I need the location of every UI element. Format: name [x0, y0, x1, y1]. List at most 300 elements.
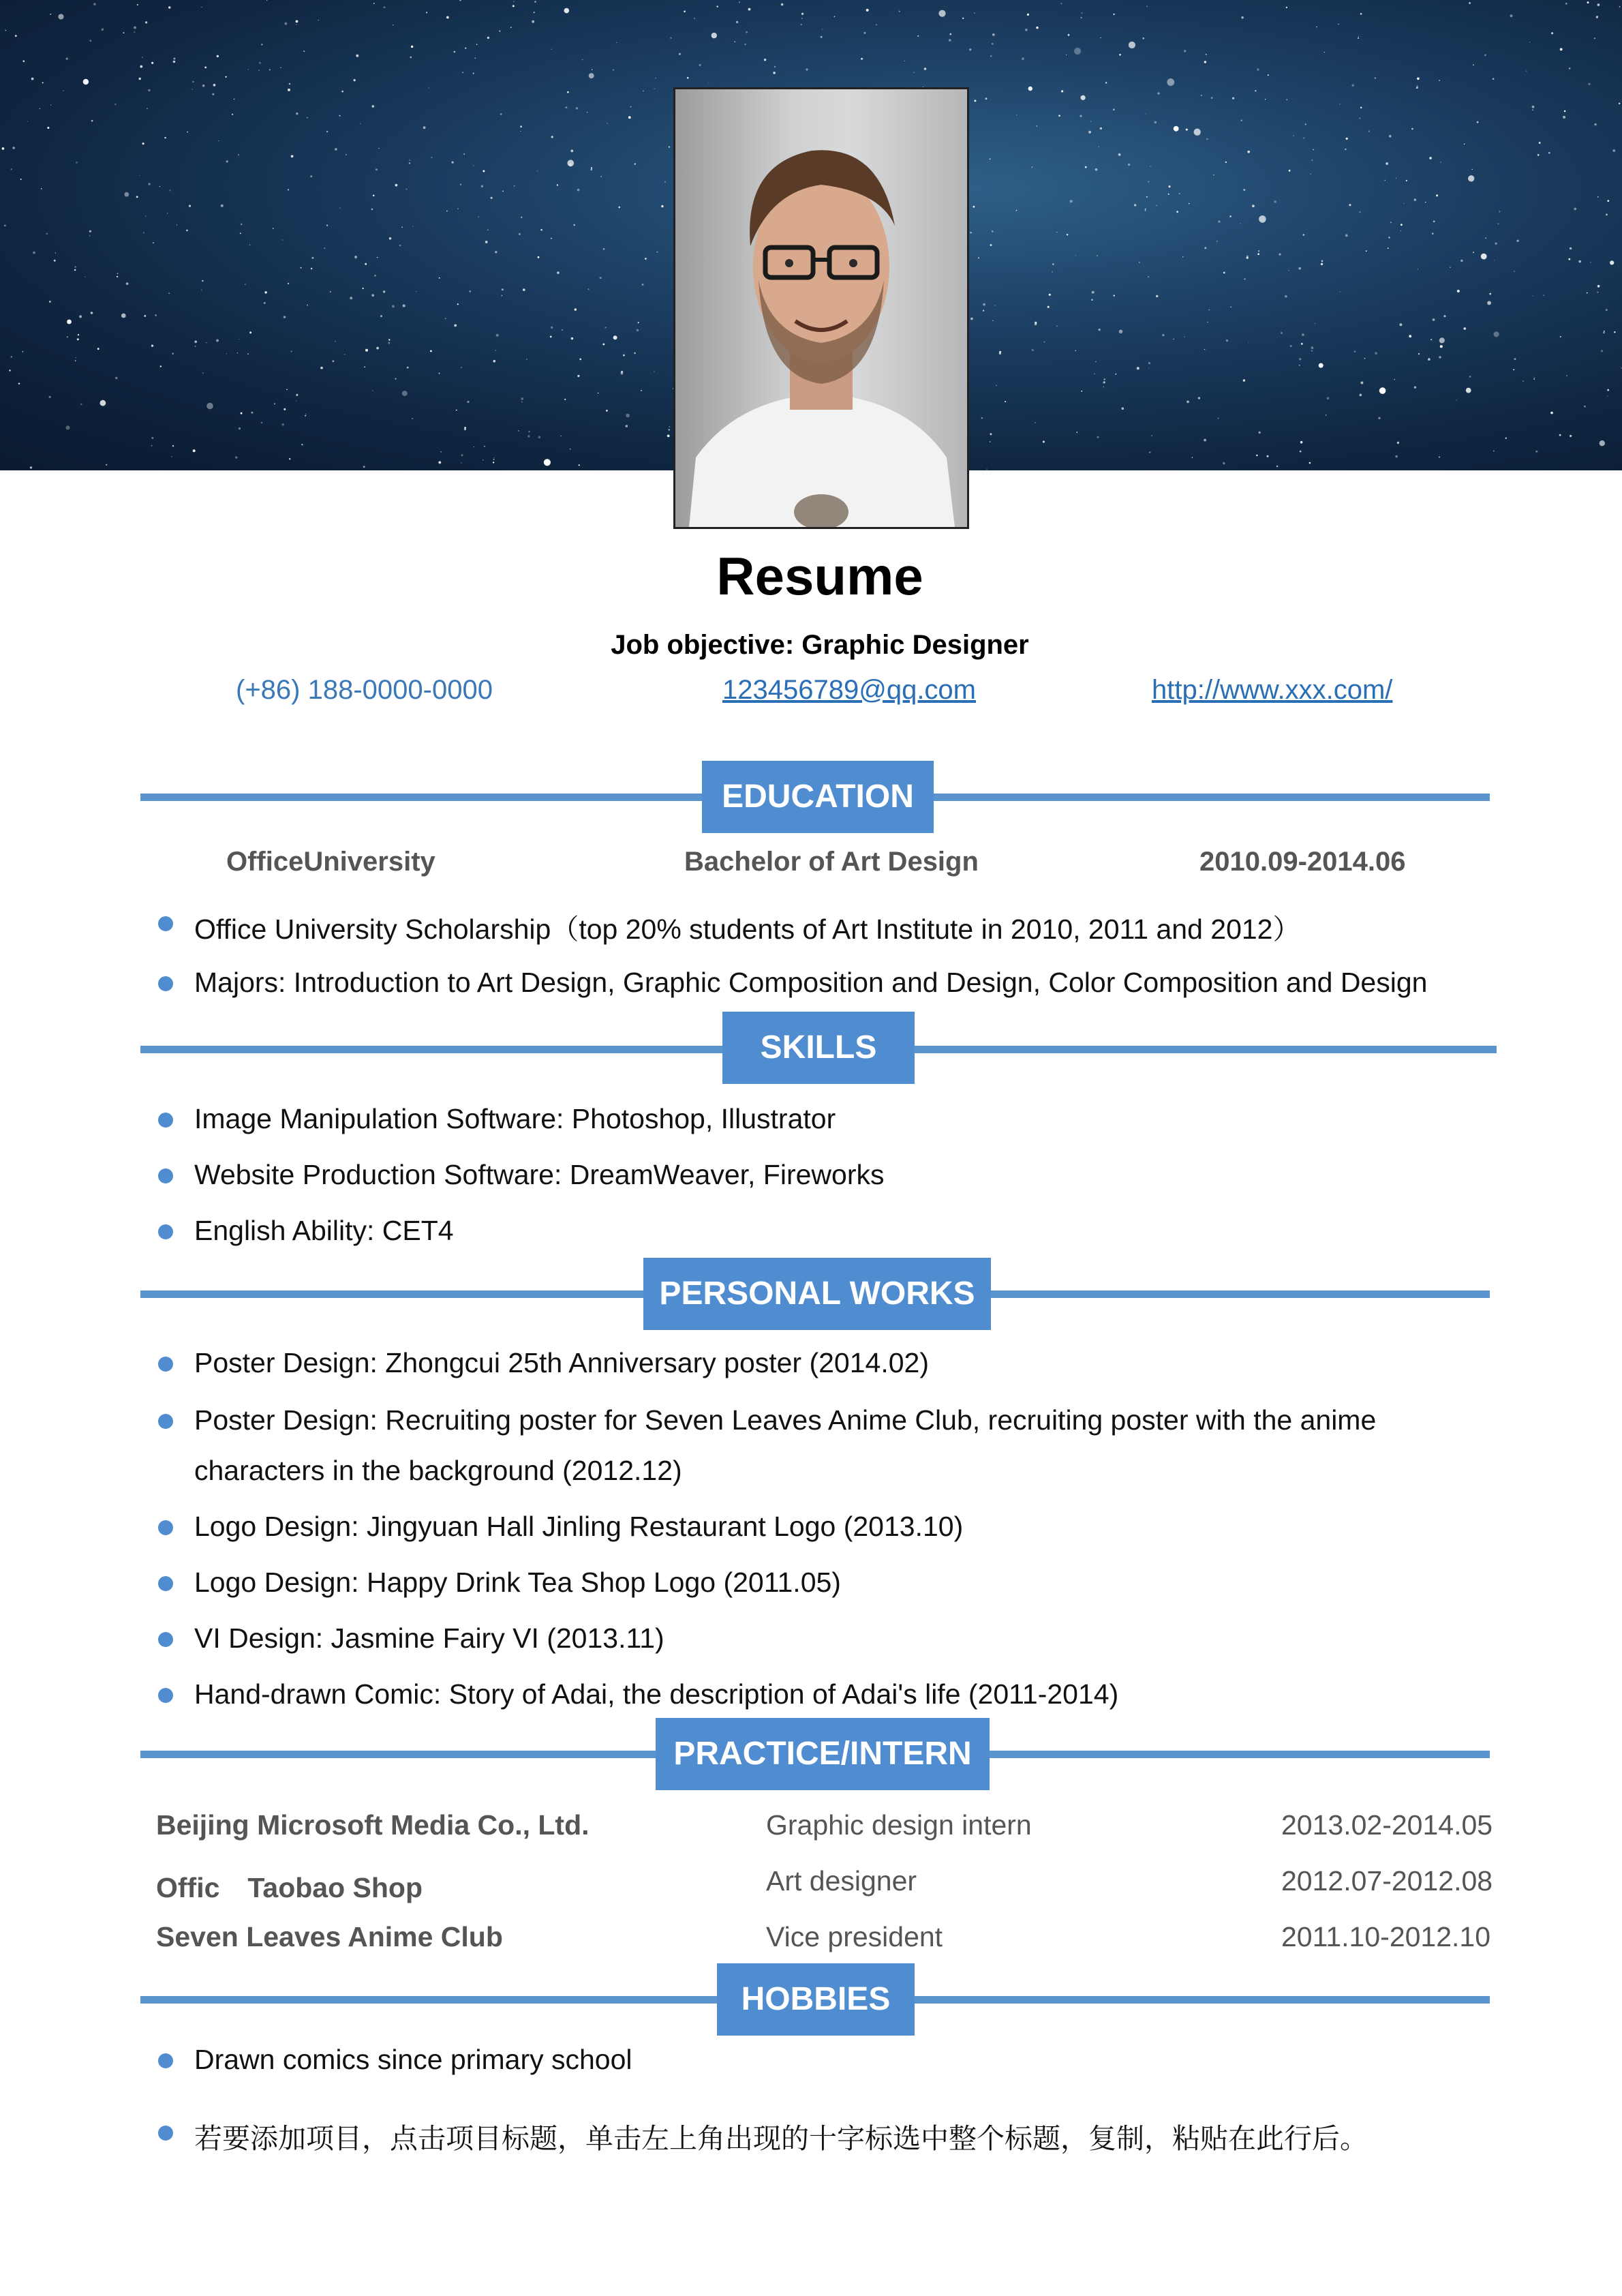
star-dot [1564, 110, 1566, 112]
star-dot [534, 1, 536, 3]
star-dot [1243, 189, 1245, 191]
star-dot [1179, 193, 1180, 194]
star-dot [1607, 395, 1608, 396]
star-dot [151, 62, 153, 64]
star-dot [320, 367, 323, 369]
star-dot [1043, 441, 1045, 443]
star-dot [1206, 54, 1207, 55]
star-dot [970, 318, 973, 320]
star-dot [699, 64, 701, 66]
star-dot [628, 116, 631, 119]
star-dot [1375, 77, 1376, 78]
star-dot [218, 140, 219, 142]
star-dot [473, 73, 474, 74]
star-dot [992, 43, 994, 45]
star-dot [1440, 345, 1443, 348]
star-dot [1256, 455, 1258, 457]
star-dot [1061, 90, 1063, 92]
star-dot [241, 224, 243, 226]
star-dot [461, 454, 463, 456]
star-dot [487, 37, 489, 39]
star-dot [454, 324, 457, 327]
star-dot [1056, 232, 1058, 233]
star-dot [1473, 252, 1474, 253]
star-dot [411, 46, 413, 48]
star-dot [990, 433, 992, 435]
section-heading-practice: PRACTICE/INTERN [656, 1718, 990, 1790]
star-dot [401, 226, 403, 228]
star-dot [551, 238, 552, 239]
star-dot [1211, 97, 1213, 99]
star-dot [15, 35, 17, 37]
star-dot [1257, 68, 1259, 70]
star-dot [91, 312, 93, 314]
star-dot [978, 257, 979, 258]
star-dot [990, 55, 992, 57]
star-dot [992, 230, 994, 232]
star-dot [49, 301, 51, 303]
star-dot [1368, 131, 1370, 132]
star-dot [273, 228, 274, 229]
star-dot [473, 165, 474, 166]
star-dot [75, 267, 76, 268]
skill-item: English Ability: CET4 [194, 1215, 454, 1246]
star-dot [1148, 362, 1150, 364]
star-dot [974, 12, 975, 14]
star-dot [1187, 401, 1189, 404]
star-dot [736, 21, 738, 23]
star-dot [983, 310, 984, 312]
star-dot [290, 350, 292, 352]
star-dot [1428, 358, 1430, 361]
star-dot [1457, 290, 1460, 292]
star-dot [1533, 378, 1535, 380]
star-dot [1510, 14, 1513, 17]
star-dot [1290, 345, 1292, 347]
star-dot [78, 334, 79, 335]
star-dot [1484, 54, 1486, 56]
star-dot [1430, 339, 1432, 340]
star-dot [1204, 247, 1206, 249]
star-dot [1168, 185, 1170, 187]
star-dot [123, 32, 124, 33]
star-dot [1223, 272, 1225, 274]
star-dot [89, 40, 91, 42]
bullet-icon [158, 1520, 173, 1535]
education-item: Office University Scholarship（top 20% students of Art Institute in 2010, 2011 and 2012） [194, 913, 1301, 945]
star-dot [1395, 455, 1397, 457]
star-dot [1255, 90, 1256, 91]
star-dot [1416, 85, 1418, 87]
star-dot [1305, 123, 1306, 125]
star-dot [483, 170, 485, 172]
star-dot [46, 233, 48, 235]
star-dot [134, 31, 135, 33]
star-dot [493, 459, 495, 460]
star-dot [1494, 331, 1499, 337]
star-dot [773, 72, 776, 74]
star-dot [412, 226, 414, 228]
star-dot [1311, 350, 1313, 352]
star-dot [493, 462, 494, 463]
star-dot [520, 125, 522, 127]
star-dot [1148, 181, 1149, 183]
star-dot [80, 404, 82, 406]
star-dot [1061, 3, 1062, 4]
star-dot [1390, 222, 1392, 223]
star-dot [1584, 406, 1586, 408]
star-dot [1156, 295, 1158, 297]
star-dot [1241, 120, 1242, 121]
star-dot [284, 408, 286, 410]
star-dot [1100, 37, 1101, 38]
star-dot [1493, 78, 1495, 80]
star-dot [992, 320, 994, 322]
star-dot [42, 82, 44, 83]
star-dot [77, 338, 79, 340]
star-dot [601, 176, 602, 177]
star-dot [521, 397, 523, 400]
star-dot [1532, 106, 1535, 108]
star-dot [1097, 436, 1099, 438]
star-dot [251, 412, 253, 414]
star-dot [1137, 367, 1139, 369]
star-dot [1464, 327, 1467, 330]
star-dot [607, 123, 609, 124]
star-dot [861, 58, 863, 60]
star-dot [598, 393, 599, 394]
star-dot [1589, 83, 1591, 85]
bullet-icon [158, 1688, 173, 1703]
star-dot [1574, 208, 1576, 211]
star-dot [551, 49, 552, 50]
star-dot [1436, 194, 1438, 196]
star-dot [235, 456, 238, 459]
star-dot [562, 329, 563, 331]
star-dot [464, 428, 466, 430]
star-dot [171, 456, 172, 457]
star-dot [657, 252, 658, 253]
education-dates: 2010.09-2014.06 [1199, 847, 1406, 877]
bullet-icon [158, 1414, 173, 1429]
star-dot [139, 175, 140, 176]
star-dot [1149, 451, 1150, 453]
star-dot [684, 10, 686, 12]
star-dot [496, 334, 499, 337]
star-dot [1218, 220, 1220, 222]
star-dot [748, 8, 751, 11]
star-dot [579, 359, 581, 361]
star-dot [1075, 255, 1076, 256]
phone-number: (+86) 188-0000-0000 [236, 675, 493, 705]
star-dot [54, 260, 56, 262]
star-dot [1182, 256, 1183, 257]
star-dot [1397, 442, 1399, 444]
star-dot [575, 308, 577, 310]
star-dot [1439, 80, 1440, 81]
star-dot [523, 288, 525, 291]
star-dot [1312, 160, 1313, 161]
star-dot [206, 403, 213, 410]
star-dot [430, 350, 432, 352]
star-dot [1443, 315, 1445, 317]
star-dot [172, 352, 174, 354]
star-dot [1204, 61, 1206, 63]
star-dot [467, 401, 469, 403]
star-dot [1606, 213, 1608, 215]
star-dot [126, 282, 129, 285]
star-dot [493, 360, 496, 363]
star-dot [1499, 211, 1500, 212]
star-dot [106, 464, 107, 466]
star-dot [1036, 27, 1038, 29]
star-dot [1184, 50, 1186, 52]
bullet-icon [158, 976, 173, 991]
star-dot [134, 27, 136, 29]
star-dot [303, 50, 305, 52]
star-dot [924, 67, 927, 70]
star-dot [1417, 78, 1420, 80]
star-dot [202, 85, 205, 87]
star-dot [1223, 462, 1225, 464]
star-dot [1548, 152, 1550, 154]
star-dot [289, 83, 291, 85]
star-dot [1345, 149, 1347, 151]
star-dot [1198, 397, 1200, 399]
star-dot [226, 160, 228, 162]
star-dot [454, 51, 456, 53]
star-dot [457, 303, 459, 305]
star-dot [1118, 153, 1121, 156]
star-dot [1600, 440, 1605, 446]
work-item: Poster Design: Zhongcui 25th Anniversary poster (2014.02) [194, 1347, 929, 1378]
star-dot [1230, 307, 1231, 308]
star-dot [1578, 260, 1581, 263]
star-dot [145, 215, 146, 216]
star-dot [1481, 254, 1487, 260]
star-dot [1560, 336, 1561, 337]
star-dot [1614, 331, 1615, 333]
star-dot [18, 383, 20, 384]
star-dot [365, 263, 367, 265]
star-dot [642, 284, 644, 286]
star-dot [412, 418, 413, 419]
star-dot [363, 288, 364, 289]
star-dot [564, 8, 570, 14]
star-dot [248, 69, 249, 70]
star-dot [376, 347, 379, 350]
star-dot [439, 277, 440, 279]
star-dot [136, 196, 138, 198]
star-dot [1587, 1, 1589, 3]
star-dot [579, 464, 580, 466]
star-dot [613, 335, 617, 339]
star-dot [1049, 294, 1051, 296]
star-dot [335, 148, 337, 150]
star-dot [371, 294, 374, 297]
star-dot [4, 225, 6, 227]
star-dot [1158, 92, 1160, 94]
work-item: Poster Design: Recruiting poster for Seven Leaves Anime Club, recruiting poster with the anime [194, 1404, 1377, 1436]
star-dot [284, 316, 286, 318]
star-dot [969, 48, 971, 50]
star-dot [1115, 374, 1116, 375]
bullet-icon [158, 1113, 173, 1128]
star-dot [1148, 276, 1149, 277]
star-dot [1099, 329, 1101, 331]
star-dot [383, 290, 385, 292]
star-dot [669, 426, 670, 427]
star-dot [637, 329, 639, 332]
star-dot [1027, 14, 1029, 16]
star-dot [23, 60, 25, 62]
star-dot [89, 235, 90, 236]
star-dot [438, 462, 441, 464]
star-dot [311, 268, 312, 269]
star-dot [981, 417, 983, 419]
star-dot [576, 107, 578, 109]
star-dot [1563, 116, 1565, 119]
star-dot [1596, 16, 1598, 18]
star-dot [1610, 260, 1614, 265]
star-dot [634, 352, 636, 354]
star-dot [694, 18, 695, 19]
star-dot [341, 91, 343, 93]
star-dot [1433, 220, 1435, 222]
star-dot [463, 153, 465, 155]
star-dot [500, 113, 502, 115]
star-dot [365, 349, 368, 352]
star-dot [1321, 263, 1323, 265]
star-dot [1497, 223, 1499, 224]
star-dot [1286, 7, 1287, 8]
star-dot [1208, 309, 1210, 311]
star-dot [1146, 6, 1148, 7]
star-dot [301, 267, 302, 269]
star-dot [1532, 109, 1533, 110]
star-dot [324, 248, 325, 249]
star-dot [1469, 376, 1471, 378]
star-dot [1472, 169, 1473, 170]
star-dot [876, 25, 877, 26]
star-dot [1389, 135, 1392, 138]
star-dot [1300, 451, 1302, 453]
star-dot [495, 251, 497, 253]
star-dot [238, 154, 239, 155]
star-dot [5, 30, 6, 31]
star-dot [1433, 318, 1435, 321]
star-dot [1279, 254, 1281, 256]
star-dot [520, 131, 521, 132]
star-dot [33, 252, 35, 254]
star-dot [456, 410, 457, 411]
star-dot [613, 70, 614, 71]
star-dot [462, 72, 463, 74]
star-dot [423, 126, 426, 129]
star-dot [1113, 14, 1114, 15]
star-dot [1201, 95, 1202, 96]
star-dot [378, 148, 379, 149]
star-dot [1090, 121, 1092, 122]
star-dot [1394, 379, 1395, 380]
intern-role: Vice president [766, 1921, 943, 1952]
star-dot [1429, 157, 1432, 160]
star-dot [1103, 378, 1105, 380]
star-dot [1340, 291, 1341, 292]
star-dot [866, 9, 869, 12]
star-dot [1468, 175, 1474, 181]
star-dot [502, 190, 504, 192]
star-dot [990, 158, 991, 160]
star-dot [27, 121, 28, 122]
star-dot [1097, 255, 1098, 256]
star-dot [1139, 262, 1140, 263]
star-dot [914, 72, 915, 73]
star-dot [1360, 382, 1363, 384]
star-dot [1565, 3, 1567, 5]
star-dot [1076, 432, 1077, 433]
bullet-icon [158, 916, 173, 931]
star-dot [1535, 451, 1537, 453]
star-dot [476, 44, 478, 45]
star-dot [528, 431, 530, 432]
star-dot [1302, 333, 1304, 336]
website-link[interactable]: http://www.xxx.com/ [1152, 675, 1393, 705]
star-dot [1416, 87, 1418, 89]
star-dot [410, 160, 411, 161]
star-dot [1204, 439, 1206, 442]
star-dot [91, 120, 93, 122]
star-dot [1173, 339, 1174, 340]
star-dot [1359, 117, 1360, 119]
star-dot [551, 136, 553, 138]
star-dot [999, 352, 1001, 354]
star-dot [1225, 162, 1227, 163]
star-dot [1551, 32, 1553, 34]
star-dot [1174, 126, 1179, 132]
star-dot [1466, 388, 1471, 393]
star-dot [187, 132, 188, 133]
email-link[interactable]: 123456789@qq.com [722, 675, 976, 705]
star-dot [764, 59, 766, 61]
star-dot [616, 42, 617, 44]
star-dot [587, 112, 588, 113]
star-dot [97, 348, 100, 350]
star-dot [1601, 350, 1603, 352]
star-dot [949, 39, 951, 42]
star-dot [1411, 128, 1413, 130]
star-dot [1145, 113, 1146, 114]
star-dot [1607, 389, 1609, 391]
star-dot [485, 241, 488, 243]
star-dot [577, 375, 579, 377]
star-dot [296, 20, 299, 23]
star-dot [1244, 278, 1246, 280]
star-dot [372, 390, 373, 391]
star-dot [1070, 200, 1073, 202]
star-dot [1114, 295, 1115, 297]
star-dot [570, 150, 573, 153]
star-dot [193, 449, 196, 452]
star-dot [407, 367, 409, 369]
star-dot [1418, 353, 1420, 354]
star-dot [1597, 3, 1600, 6]
star-dot [626, 425, 628, 427]
star-dot [1366, 250, 1367, 252]
star-dot [1016, 210, 1017, 211]
star-dot [1473, 64, 1474, 65]
star-dot [168, 293, 169, 294]
